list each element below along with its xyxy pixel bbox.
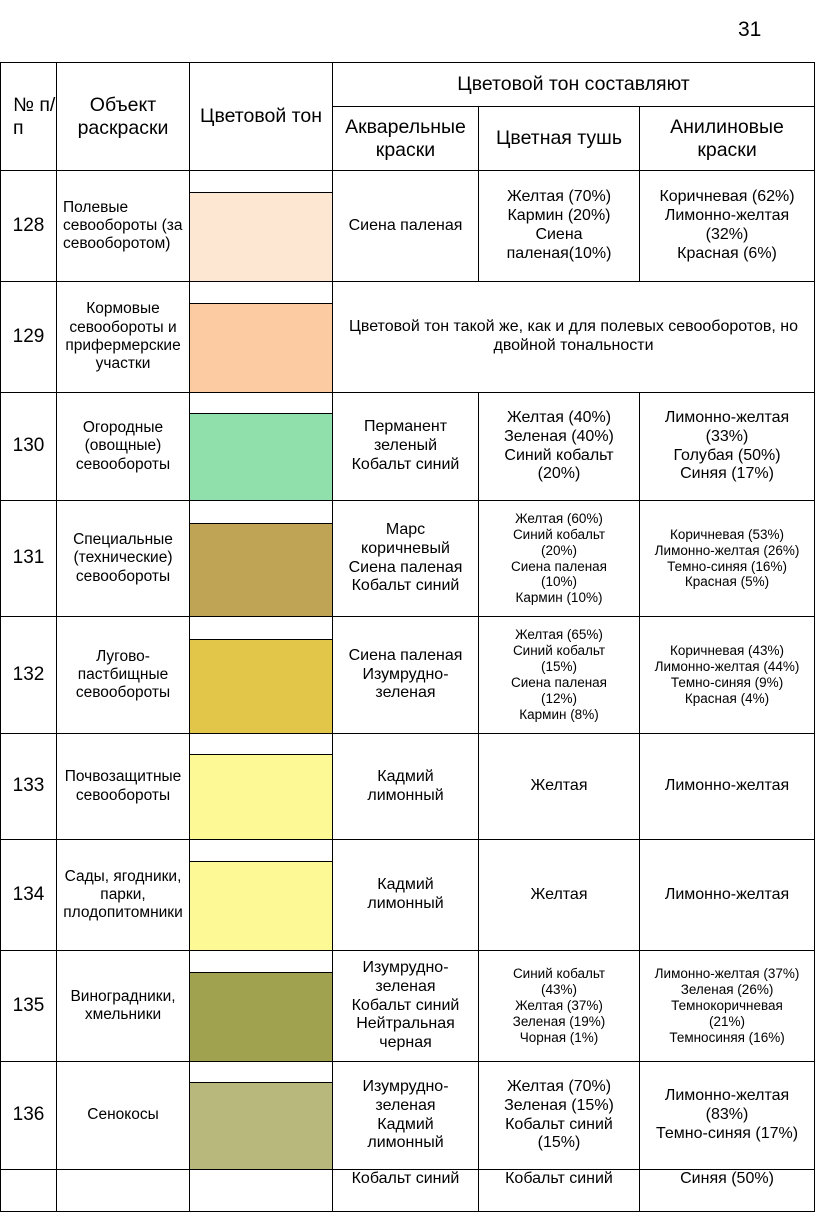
cell-line: (21%) [709, 1013, 746, 1029]
cell-line: лимонный [367, 895, 444, 912]
aniline-cell [640, 617, 815, 734]
row-number: 128 [1, 171, 57, 282]
cell-line: Марс [385, 520, 426, 538]
cell-line: зеленая [375, 977, 436, 995]
cell-line: Синий кобальт [512, 526, 606, 542]
cell-line: Кадмий [377, 876, 434, 894]
cell-line: Темно-синяя (16%) [667, 558, 787, 574]
cell-line: Синий кобальт [504, 446, 614, 464]
header-ink: Цветная тушь [479, 107, 640, 171]
cell-line: Лимонно-желтая [664, 1087, 790, 1105]
cell-line: зеленая [375, 1096, 436, 1114]
cell-line: (83%) [705, 1106, 749, 1124]
watercolor-cell [333, 1170, 479, 1212]
merged-note: Цветовой тон такой же, как и для полевых севооборотов, но двойной тональности [333, 282, 815, 393]
cell-line: (20%) [540, 542, 577, 558]
color-swatch [190, 754, 332, 839]
aniline-cell [640, 734, 815, 840]
table-row [1, 734, 815, 840]
color-swatch [190, 639, 332, 733]
watercolor-cell [333, 734, 479, 840]
cell-line: Сиена паленая [511, 675, 607, 690]
cell-line: Темно-синяя (9%) [670, 675, 784, 690]
header-object: Объект раскраски [57, 63, 190, 171]
color-swatch [190, 1082, 332, 1169]
object-name: Почвозащитные севообороты [57, 734, 190, 840]
row-number: 130 [1, 393, 57, 501]
cell-line: Голубая (50%) [673, 446, 781, 464]
ink-cell [479, 734, 640, 840]
object-name [57, 1170, 190, 1212]
cell-line: (10%) [540, 574, 577, 590]
cell-line: коричневый [361, 539, 450, 557]
aniline-cell [640, 171, 815, 282]
cell-line: Синий кобальт [512, 643, 606, 659]
color-tone-cell [190, 617, 333, 734]
cell-line: Сиена [535, 226, 583, 243]
cell-line: Кадмий [377, 767, 434, 785]
cell-line: Желтая (70%) [506, 188, 612, 206]
cell-line: Лимонно-желтая (44%) [654, 659, 800, 675]
cell-line: Зеленая (15%) [504, 1096, 614, 1114]
cell-line: (15%) [540, 659, 577, 675]
cell-line: (43%) [540, 982, 577, 998]
ink-cell [479, 840, 640, 951]
cell-line: Лимонно-желтая [664, 885, 790, 903]
row-number: 129 [1, 282, 57, 393]
watercolor-cell [333, 501, 479, 617]
table-row [1, 282, 815, 393]
row-number: 136 [1, 1062, 57, 1170]
cell-line: Кобальт синий [351, 577, 460, 595]
object-name: Кормовые севообороты и прифермерские участки [57, 282, 190, 393]
cell-line: Кобальт синий [505, 1115, 613, 1133]
color-tone-cell [190, 171, 333, 282]
cell-line: (12%) [540, 690, 577, 706]
row-number [1, 1170, 57, 1212]
color-tone-cell [190, 282, 333, 393]
color-tone-cell [190, 501, 333, 617]
page-number: 31 [738, 18, 762, 41]
color-tone-cell [190, 734, 333, 840]
cell-line: Сиена паленая [348, 216, 463, 234]
color-tone-cell [190, 393, 333, 501]
aniline-cell [640, 393, 815, 501]
ink-cell [479, 951, 640, 1062]
cell-line: Красная (5%) [684, 574, 770, 590]
cell-line: Кармин (8%) [519, 706, 599, 722]
cell-line: Коричневая (43%) [670, 643, 785, 659]
cell-line: Сиена паленая [348, 558, 463, 576]
color-swatch [190, 413, 332, 500]
cell-line: Темно-синяя (17%) [655, 1124, 799, 1142]
cell-line: зеленая [375, 684, 436, 702]
cell-line: Коричневая (53%) [670, 526, 785, 542]
cell-line: Кадмий [377, 1115, 434, 1133]
table-row [1, 840, 815, 951]
cell-line: Чорная (1%) [519, 1029, 599, 1045]
color-table [0, 62, 815, 1212]
table-row [1, 1062, 815, 1170]
cell-line: Желтая [530, 777, 588, 795]
cell-line: (20%) [537, 465, 581, 483]
ink-cell [479, 1062, 640, 1170]
watercolor-cell [333, 1062, 479, 1170]
color-tone-cell [190, 1170, 333, 1212]
table-row [1, 1170, 815, 1212]
cell-line: Лимонно-желтая [664, 207, 790, 225]
table-row [1, 171, 815, 282]
cell-line: Изумрудно- [362, 665, 449, 683]
color-swatch [190, 861, 332, 950]
ink-cell [479, 393, 640, 501]
cell-line: Зеленая (19%) [512, 1013, 606, 1029]
color-tone-cell [190, 840, 333, 951]
cell-line: Кармин (20%) [507, 207, 611, 225]
header-row-1 [1, 63, 815, 107]
color-swatch [190, 303, 332, 392]
cell-line: черная [379, 1034, 432, 1052]
color-swatch [190, 972, 332, 1061]
aniline-cell [640, 1062, 815, 1170]
color-tone-cell [190, 951, 333, 1062]
cell-line: Лимонно-желтая [664, 408, 790, 426]
cell-line: Красная (4%) [684, 690, 770, 706]
object-name: Специальные (технические) севообороты [57, 501, 190, 617]
cell-line: Желтая (37%) [515, 998, 603, 1014]
cell-line: Желтая (65%) [515, 627, 603, 643]
cell-line: зеленый [373, 437, 438, 455]
cell-line: Кобальт синий [505, 1170, 613, 1187]
header-composed-by: Цветовой тон составляют [333, 63, 815, 107]
row-number: 132 [1, 617, 57, 734]
cell-line: Зеленая (40%) [504, 427, 614, 445]
aniline-cell [640, 840, 815, 951]
cell-line: (33%) [705, 427, 749, 445]
cell-line: Синяя (50%) [680, 1170, 774, 1187]
object-name: Сады, ягодники, парки, плодопитомники [57, 840, 190, 951]
watercolor-cell [333, 393, 479, 501]
cell-line: Темнокоричневая [671, 998, 783, 1014]
cell-line: Желтая [530, 885, 588, 903]
object-name: Лугово-пастбищные севообороты [57, 617, 190, 734]
cell-line: Сиена паленая [511, 558, 607, 574]
cell-line: Желтая (40%) [506, 408, 612, 426]
ink-cell [479, 617, 640, 734]
object-name: Огородные (овощные) севообороты [57, 393, 190, 501]
cell-line: Изумрудно- [362, 958, 449, 976]
header-tone: Цветовой тон [190, 63, 333, 171]
cell-line: Желтая (70%) [506, 1077, 612, 1095]
cell-line: Красная (6%) [677, 244, 777, 262]
watercolor-cell [333, 617, 479, 734]
header-aniline: Анилиновые краски [640, 107, 815, 171]
cell-line: Перманент [363, 418, 448, 436]
cell-line: лимонный [367, 1134, 444, 1152]
object-name: Виноградники, хмельники [57, 951, 190, 1062]
cell-line: паленая(10%) [506, 244, 612, 262]
aniline-cell [640, 501, 815, 617]
row-number: 133 [1, 734, 57, 840]
color-swatch [190, 192, 332, 281]
object-name: Полевые севообороты (за севооборотом) [57, 171, 190, 282]
table-row [1, 617, 815, 734]
cell-line: Кобальт синий [351, 455, 460, 473]
cell-line: Лимонно-желтая (37%) [654, 966, 800, 982]
cell-line: Лимонно-желтая (26%) [654, 542, 800, 558]
header-watercolor: Акварельные краски [333, 107, 479, 171]
cell-line: Сиена паленая [348, 646, 463, 664]
watercolor-cell [333, 840, 479, 951]
cell-line: Нейтральная [356, 1015, 455, 1033]
cell-line: (15%) [537, 1134, 581, 1152]
table-row [1, 393, 815, 501]
watercolor-cell [333, 171, 479, 282]
ink-cell [479, 1170, 640, 1212]
watercolor-cell [333, 951, 479, 1062]
color-tone-cell [190, 1062, 333, 1170]
cell-line: Кармин (10%) [515, 590, 603, 606]
cell-line: Лимонно-желтая [664, 777, 790, 795]
header-num: № п/п [1, 63, 57, 171]
row-number: 131 [1, 501, 57, 617]
cell-line: Коричневая (62%) [659, 188, 795, 206]
aniline-cell [640, 951, 815, 1062]
object-name: Сенокосы [57, 1062, 190, 1170]
cell-line: Желтая (60%) [515, 510, 603, 526]
cell-line: Темносиняя (16%) [669, 1029, 785, 1045]
color-swatch [190, 523, 332, 616]
table-row [1, 501, 815, 617]
row-number: 135 [1, 951, 57, 1062]
cell-line: Кобальт синий [351, 1170, 460, 1187]
row-number: 134 [1, 840, 57, 951]
cell-line: Синий кобальт [512, 966, 606, 982]
cell-line: Зеленая (26%) [680, 982, 774, 998]
cell-line: Кобальт синий [351, 996, 460, 1014]
cell-line: Синяя (17%) [680, 465, 774, 483]
ink-cell [479, 171, 640, 282]
cell-line: (32%) [705, 226, 749, 243]
ink-cell [479, 501, 640, 617]
cell-line: Изумрудно- [362, 1077, 449, 1095]
cell-line: лимонный [367, 786, 444, 804]
aniline-cell [640, 1170, 815, 1212]
table-row [1, 951, 815, 1062]
